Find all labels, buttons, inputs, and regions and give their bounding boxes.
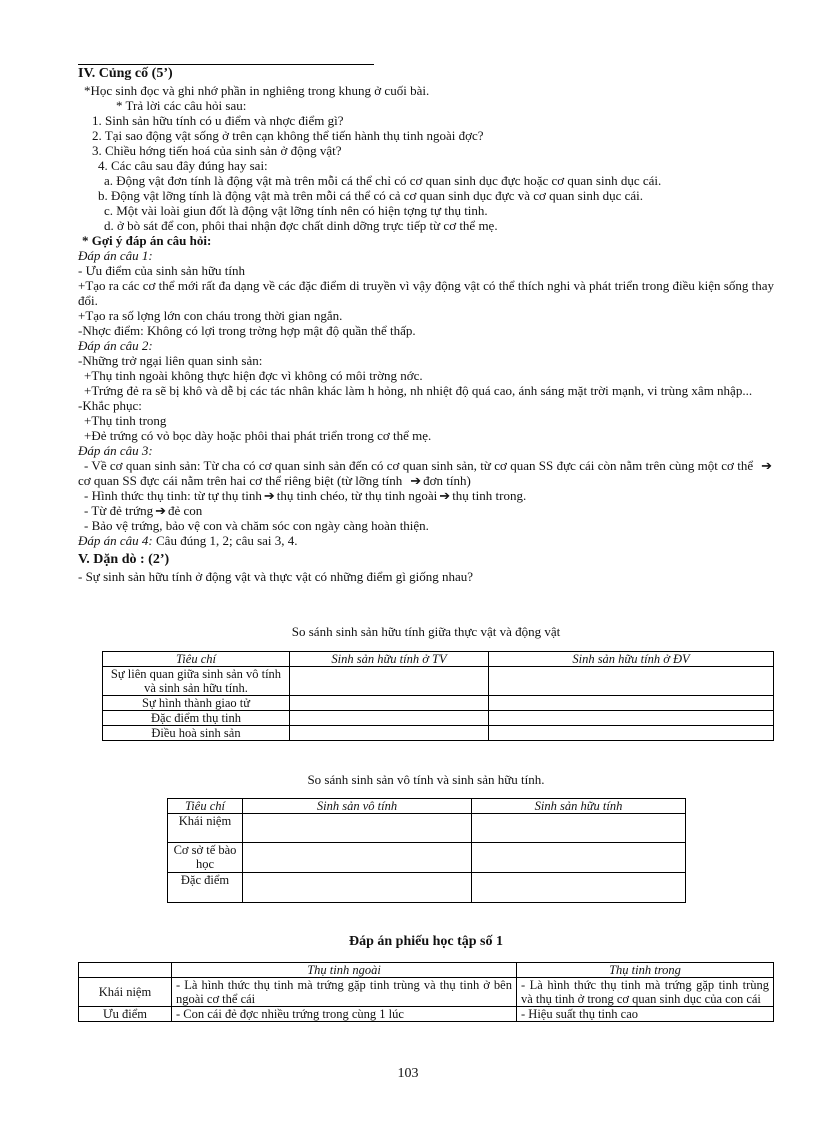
table-row bbox=[168, 814, 686, 843]
answer-3-text: - Về cơ quan sinh sản: Từ cha có cơ quan sinh sản đến có cơ quan sinh sản, từ cơ quan SS đực cái còn nằm trên cùng một cơ thể bbox=[84, 458, 754, 473]
table-cell-empty bbox=[489, 711, 774, 726]
table-row bbox=[103, 667, 774, 696]
section-5-question: - Sự sinh sản hữu tính ở động vật và thực vật có những điểm gì giống nhau? bbox=[78, 569, 474, 584]
table-row-label: Cơ sở tế bào học bbox=[168, 843, 243, 873]
answer-1-line: +Tạo ra số lợng lớn con cháu trong thời gian ngắn. bbox=[78, 308, 343, 323]
answer-table-fertilization bbox=[78, 962, 774, 1022]
table-cell-empty bbox=[243, 843, 472, 873]
table-row-label: Đặc điểm bbox=[168, 873, 243, 903]
answer-2-line: -Những trở ngại liên quan sinh sản: bbox=[78, 353, 263, 368]
table-row bbox=[79, 978, 774, 1007]
table-header-cell: Sinh sản vô tính bbox=[243, 799, 472, 814]
table-cell-empty bbox=[243, 873, 472, 903]
hint-title: * Gợi ý đáp án câu hỏi: bbox=[82, 233, 212, 248]
table-cell-empty bbox=[290, 711, 489, 726]
answer-3-line-2 bbox=[78, 488, 774, 503]
answer-1-line: - Ưu điểm của sinh sản hữu tính bbox=[78, 263, 245, 278]
table-cell: - Là hình thức thụ tinh mà trứng gặp tinh trùng và thụ tinh ở trong cơ quan sinh dục của con cái bbox=[517, 978, 774, 1007]
statement-a: a. Động vật đơn tính là động vật mà trên mỗi cá thể chỉ có cơ quan sinh dục đực hoặc cơ quan sinh dục cái. bbox=[104, 173, 662, 188]
table-cell-empty bbox=[290, 696, 489, 711]
answer-3-text: đẻ con bbox=[168, 503, 203, 518]
table-cell-empty bbox=[489, 726, 774, 741]
answer-3-line-4: - Bảo vệ trứng, bảo vệ con và chăm sóc con ngày càng hoàn thiện. bbox=[84, 518, 429, 533]
answer-prompt: * Trả lời các câu hỏi sau: bbox=[116, 98, 247, 113]
table-cell-empty bbox=[489, 696, 774, 711]
statement-c: c. Một vài loài giun đốt là động vật lỡng tính nên có hiện tợng tự thụ tinh. bbox=[104, 203, 488, 218]
arrow-right-icon: ➔ bbox=[761, 458, 772, 473]
table-cell-empty bbox=[290, 667, 489, 696]
table-header-cell: Tiêu chí bbox=[103, 652, 290, 667]
table-header-cell bbox=[79, 963, 172, 978]
table-cell: - Hiệu suất thụ tinh cao bbox=[517, 1007, 774, 1022]
answer-2-line: +Thụ tinh ngoài không thực hiện đợc vì không có môi trờng nớc. bbox=[84, 368, 423, 383]
answer-2-line: -Khắc phục: bbox=[78, 398, 142, 413]
comparison-table-asexual-sexual bbox=[167, 798, 686, 903]
table-row-label: Khái niệm bbox=[168, 814, 243, 843]
intro-text: *Học sinh đọc và ghi nhớ phần in nghiêng trong khung ở cuối bài. bbox=[84, 83, 430, 98]
question-4: 4. Các câu sau đây đúng hay sai: bbox=[98, 158, 268, 173]
arrow-right-icon: ➔ bbox=[155, 503, 166, 518]
table-row bbox=[168, 843, 686, 873]
page-body bbox=[78, 62, 774, 584]
table-row-label: Khái niệm bbox=[79, 978, 172, 1007]
table-row-label: Sự hình thành giao tử bbox=[103, 696, 290, 711]
comparison-table-plants-animals bbox=[102, 651, 774, 741]
answer-1-label: Đáp án câu 1: bbox=[78, 248, 153, 263]
table-cell-empty bbox=[290, 726, 489, 741]
table-header-cell: Sinh sản hữu tính ở TV bbox=[290, 652, 489, 667]
table-cell-empty bbox=[472, 814, 686, 843]
table-cell: - Con cái đẻ đợc nhiều trứng trong cùng 1 lúc bbox=[172, 1007, 517, 1022]
answer-3-line-1 bbox=[78, 458, 774, 488]
statement-d: d. ở bò sát để con, phôi thai nhận đợc chất dinh dỡng trực tiếp từ cơ thể mẹ. bbox=[104, 218, 498, 233]
table-row bbox=[79, 1007, 774, 1022]
table-header-row bbox=[79, 963, 774, 978]
question-1: 1. Sinh sản hữu tính có u điểm và nhợc điểm gì? bbox=[92, 113, 344, 128]
question-2: 2. Tại sao động vật sống ở trên cạn không thể tiến hành thụ tinh ngoài đợc? bbox=[92, 128, 484, 143]
answer-2-line: +Thụ tinh trong bbox=[84, 413, 167, 428]
table-header-cell: Thụ tinh ngoài bbox=[172, 963, 517, 978]
table-3-caption: Đáp án phiếu học tập số 1 bbox=[348, 934, 504, 949]
table-row-label: Sự liên quan giữa sinh sản vô tính và sinh sản hữu tính. bbox=[103, 667, 290, 696]
answer-4 bbox=[78, 533, 774, 548]
table-header-cell: Tiêu chí bbox=[168, 799, 243, 814]
answer-2-label: Đáp án câu 2: bbox=[78, 338, 153, 353]
answer-3-text: - Từ đẻ trứng bbox=[84, 503, 154, 518]
table-row-label: Đặc điểm thụ tinh bbox=[103, 711, 290, 726]
table-cell-empty bbox=[472, 843, 686, 873]
table-header-cell: Thụ tinh trong bbox=[517, 963, 774, 978]
table-row-label: Điều hoà sinh sản bbox=[103, 726, 290, 741]
table-cell-empty bbox=[243, 814, 472, 843]
table-row bbox=[103, 696, 774, 711]
answer-3-line-3 bbox=[78, 503, 774, 518]
answer-4-label: Đáp án câu 4: bbox=[78, 533, 153, 548]
table-row bbox=[103, 711, 774, 726]
table-header-cell: Sinh sản hữu tính ở ĐV bbox=[489, 652, 774, 667]
arrow-right-icon: ➔ bbox=[439, 488, 451, 503]
answer-3-text: - Hình thức thụ tinh: từ tự thụ tinh bbox=[84, 488, 262, 503]
answer-2-line: +Trứng đẻ ra sẽ bị khô và dễ bị các tác nhân khác làm h hỏng, nh nhiệt độ quá cao, ánh sáng mặt trời mạnh, vi trùng xâm nhập... bbox=[84, 383, 753, 398]
table-cell-empty bbox=[489, 667, 774, 696]
answer-3-text: thụ tinh trong. bbox=[452, 488, 527, 503]
table-row bbox=[168, 873, 686, 903]
section-5-title: V. Dặn dò : (2’) bbox=[78, 552, 170, 567]
answer-3-text: thụ tinh chéo, từ thụ tinh ngoài bbox=[276, 488, 438, 503]
table-1-caption: So sánh sinh sản hữu tính giữa thực vật và động vật bbox=[291, 624, 561, 639]
table-header-cell: Sinh sản hữu tính bbox=[472, 799, 686, 814]
answer-3-label: Đáp án câu 3: bbox=[78, 443, 153, 458]
arrow-right-icon: ➔ bbox=[410, 473, 422, 488]
table-2-caption: So sánh sinh sản vô tính và sinh sản hữu tính. bbox=[307, 772, 545, 787]
table-header-row bbox=[103, 652, 774, 667]
section-4-title: IV. Củng cố (5’) bbox=[78, 66, 173, 81]
answer-4-text: Câu đúng 1, 2; câu sai 3, 4. bbox=[152, 533, 298, 548]
answer-1-line: -Nhợc điểm: Không có lợi trong trờng hợp mật độ quần thể thấp. bbox=[78, 323, 416, 338]
arrow-right-icon: ➔ bbox=[263, 488, 275, 503]
answer-3-text: đơn tính) bbox=[423, 473, 471, 488]
table-row-label: Ưu điểm bbox=[79, 1007, 172, 1022]
question-3: 3. Chiều hớng tiến hoá của sinh sản ở động vật? bbox=[92, 143, 342, 158]
answer-3-text: cơ quan SS đực cái nằm trên hai cơ thể riêng biệt (từ lỡng tính bbox=[78, 473, 403, 488]
statement-b: b. Động vật lỡng tính là động vật mà trên mỗi cá thể có cả cơ quan sinh dục đực và cơ quan sinh dục cái. bbox=[98, 188, 643, 203]
table-cell: - Là hình thức thụ tinh mà trứng gặp tinh trùng và thụ tinh ở bên ngoài cơ thể cái bbox=[172, 978, 517, 1007]
table-cell-empty bbox=[472, 873, 686, 903]
answer-1-line: +Tạo ra các cơ thể mới rất đa dạng về các đặc điểm di truyền vì vậy động vật có thể thích nghi và phát triển trong điều kiện sống thay đổi. bbox=[78, 278, 774, 308]
page-number: 103 bbox=[397, 1066, 419, 1081]
answer-2-line: +Đẻ trứng có vỏ bọc dày hoặc phôi thai phát triển trong cơ thể mẹ. bbox=[84, 428, 432, 443]
table-header-row bbox=[168, 799, 686, 814]
table-row bbox=[103, 726, 774, 741]
